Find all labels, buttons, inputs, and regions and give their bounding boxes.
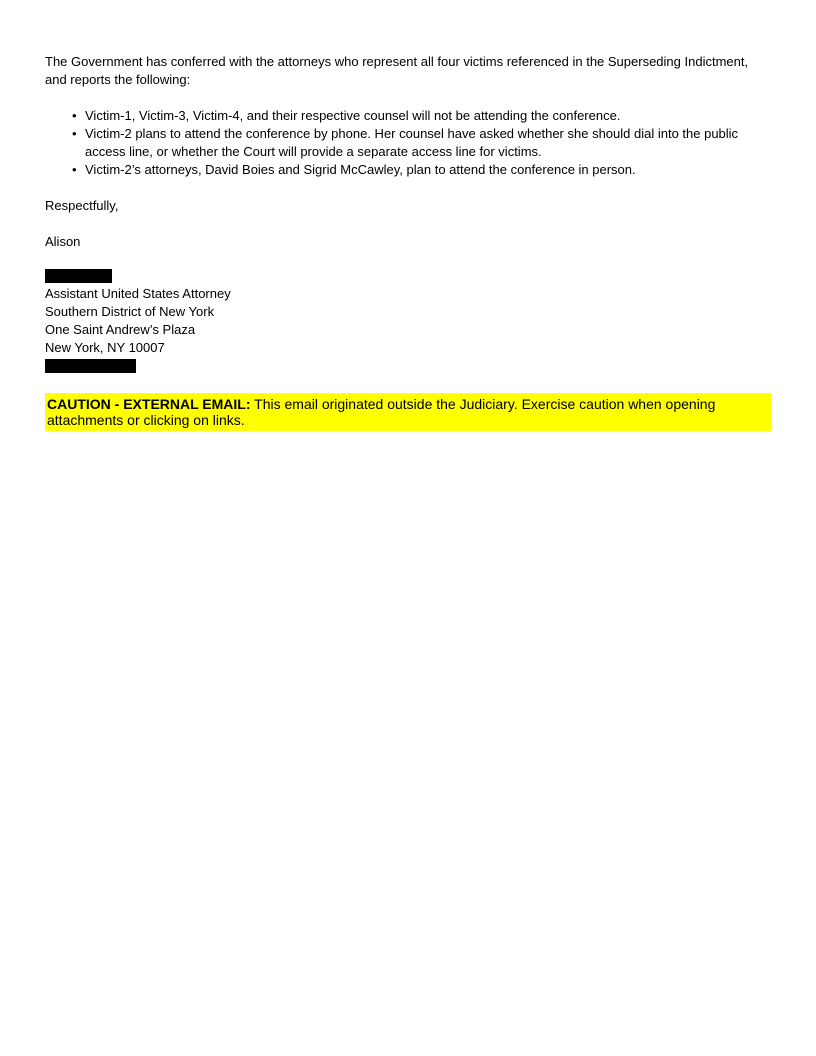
- victim-status-list: [45, 107, 772, 179]
- list-item-text: Victim-2’s attorneys, David Boies and Sigrid McCawley, plan to attend the conference in person.: [85, 162, 636, 177]
- list-item: [72, 107, 772, 125]
- list-item: [72, 161, 772, 179]
- redacted-phone: [45, 359, 136, 373]
- signer-district: Southern District of New York: [45, 304, 215, 319]
- email-body: [45, 53, 772, 431]
- signer-first-name: Alison: [45, 234, 81, 249]
- signature-block: [45, 269, 772, 373]
- address-line-2: New York, NY 10007: [45, 340, 165, 355]
- list-item: [72, 125, 772, 161]
- redacted-name: [45, 269, 112, 283]
- caution-message: This email originated outside the Judiciary. Exercise caution when opening attachments or clicking on links.: [47, 396, 716, 428]
- caution-label: CAUTION - EXTERNAL EMAIL:: [47, 396, 251, 412]
- bullet-icon: •: [72, 108, 77, 123]
- intro-paragraph: The Government has conferred with the attorneys who represent all four victims referenced in the Superseding Indictment, and reports the following:: [45, 54, 749, 87]
- bullet-icon: •: [72, 162, 77, 177]
- caution-banner: [45, 393, 771, 431]
- list-item-text: Victim-2 plans to attend the conference by phone. Her counsel have asked whether she should dial into the public access line, or whether the Court will provide a separate access line for victims.: [85, 126, 739, 159]
- closing: Respectfully,: [45, 198, 119, 213]
- list-item-text: Victim-1, Victim-3, Victim-4, and their respective counsel will not be attending the conference.: [85, 108, 621, 123]
- bullet-icon: •: [72, 126, 77, 141]
- address-line-1: One Saint Andrew’s Plaza: [45, 322, 196, 337]
- signer-title: Assistant United States Attorney: [45, 286, 231, 301]
